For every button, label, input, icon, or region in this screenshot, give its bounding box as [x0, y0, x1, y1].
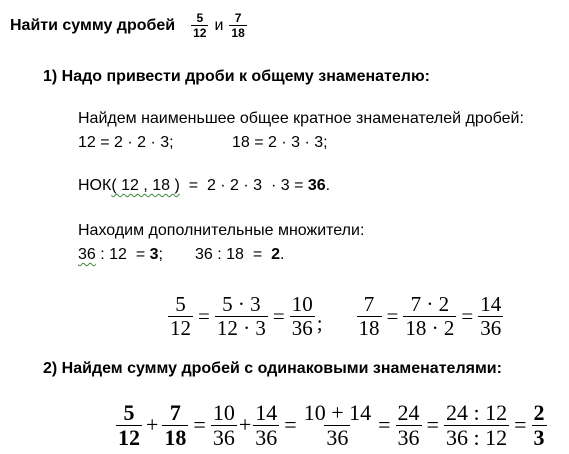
fraction	[162, 399, 188, 450]
factors-label: Находим дополнительные множители:	[78, 222, 365, 239]
fraction-denominator: 12	[118, 424, 140, 450]
fraction-denominator: 12	[170, 315, 191, 340]
expansion-equation	[168, 288, 503, 344]
factor-1-divisor: : 12 =	[95, 246, 150, 263]
equals-sign: =	[386, 303, 399, 328]
fraction	[478, 291, 503, 340]
fraction	[444, 399, 509, 450]
fraction-numerator: 5	[123, 399, 135, 425]
plus-sign: +	[238, 412, 252, 437]
lcm-result: 36	[307, 177, 326, 194]
equals-sign: =	[461, 303, 474, 328]
fraction-denominator: 18 · 2	[405, 315, 455, 340]
fraction-denominator: 36	[291, 315, 313, 340]
factor-2-expression: 36 : 18 =	[195, 246, 272, 263]
fraction-denominator: 18	[164, 424, 187, 450]
equals-sign: =	[198, 303, 210, 328]
step1-heading: 1) Надо привести дроби к общему знаменателю:	[43, 68, 430, 85]
fraction-numerator: 14	[480, 291, 502, 316]
fraction-numerator: 5 · 3	[222, 291, 261, 316]
equals-sign: =	[514, 412, 527, 437]
fraction-denominator: 36	[397, 424, 420, 450]
task-conjunction: и	[214, 16, 224, 34]
fraction-numerator: 24 : 12	[445, 399, 508, 425]
separator: ;	[316, 310, 323, 335]
fraction-denominator: 36	[480, 315, 502, 340]
factorization-12: 12 = 2 · 2 · 3;	[78, 134, 174, 151]
factor-2-end: .	[279, 246, 285, 263]
equals-sign: =	[426, 412, 439, 437]
fraction-denominator: 3	[533, 424, 545, 450]
fraction-denominator: 36	[255, 424, 278, 450]
fraction-denominator: 36	[212, 424, 235, 450]
fraction-numerator: 10 + 14	[303, 399, 372, 425]
task-fraction-2	[229, 12, 246, 39]
lcm-end: .	[325, 177, 331, 194]
fraction-numerator: 5	[196, 11, 204, 25]
fraction-numerator: 7 · 2	[410, 291, 450, 316]
fraction	[302, 399, 373, 450]
fraction	[532, 399, 547, 450]
fraction-numerator: 2	[533, 399, 545, 425]
fraction-denominator: 12 · 3	[216, 315, 266, 340]
fraction-numerator: 14	[255, 399, 278, 425]
lcm-args: ( 12 , 18 )	[111, 177, 180, 194]
fraction	[211, 399, 237, 450]
fraction-numerator: 5	[175, 291, 186, 316]
fraction	[357, 291, 382, 340]
factor-1-line	[78, 246, 163, 264]
fraction-numerator: 24	[397, 399, 420, 425]
fraction-denominator: 36 : 12	[445, 424, 508, 450]
fraction-denominator: 18	[231, 26, 245, 40]
factor-2-result: 2	[271, 246, 280, 263]
sum-equation	[116, 397, 547, 453]
factor-1-result: 3	[149, 246, 159, 263]
fraction-numerator: 10	[291, 291, 313, 316]
factor-1-dividend: 36	[78, 246, 96, 263]
task-title	[10, 12, 247, 39]
fraction	[116, 399, 142, 450]
fraction-numerator: 7	[169, 399, 181, 425]
fraction-denominator: 18	[358, 315, 380, 340]
fraction-denominator: 12	[193, 26, 207, 40]
fraction	[396, 399, 422, 450]
fraction-numerator: 7	[234, 11, 242, 25]
fraction	[403, 291, 456, 340]
fraction	[168, 291, 193, 340]
lcm-label: НОК	[78, 177, 112, 194]
factor-2-line	[195, 246, 284, 264]
equals-sign: =	[272, 303, 285, 328]
lcm-line	[78, 177, 330, 195]
task-title-text: Найти сумму дробей	[10, 16, 176, 34]
fraction-numerator: 10	[212, 399, 235, 425]
equals-sign: =	[193, 412, 206, 437]
factorization-18: 18 = 2 · 3 · 3;	[232, 134, 328, 151]
fraction-denominator: 36	[326, 424, 349, 450]
fraction	[215, 291, 268, 340]
equals-sign: =	[284, 412, 297, 437]
fraction	[253, 399, 279, 450]
fraction	[290, 291, 315, 340]
fraction-numerator: 7	[363, 291, 375, 316]
task-fraction-1	[191, 12, 208, 39]
factor-1-end: ;	[158, 246, 163, 263]
equals-sign: =	[378, 412, 391, 437]
plus-sign: +	[146, 412, 159, 437]
lcm-intro-line: Найдем наименьшее общее кратное знаменателей дробей:	[78, 110, 524, 127]
step2-heading: 2) Найдем сумму дробей с одинаковыми знаменателями:	[43, 360, 502, 377]
lcm-expression: = 2 · 2 · 3 · 3 =	[179, 177, 308, 194]
